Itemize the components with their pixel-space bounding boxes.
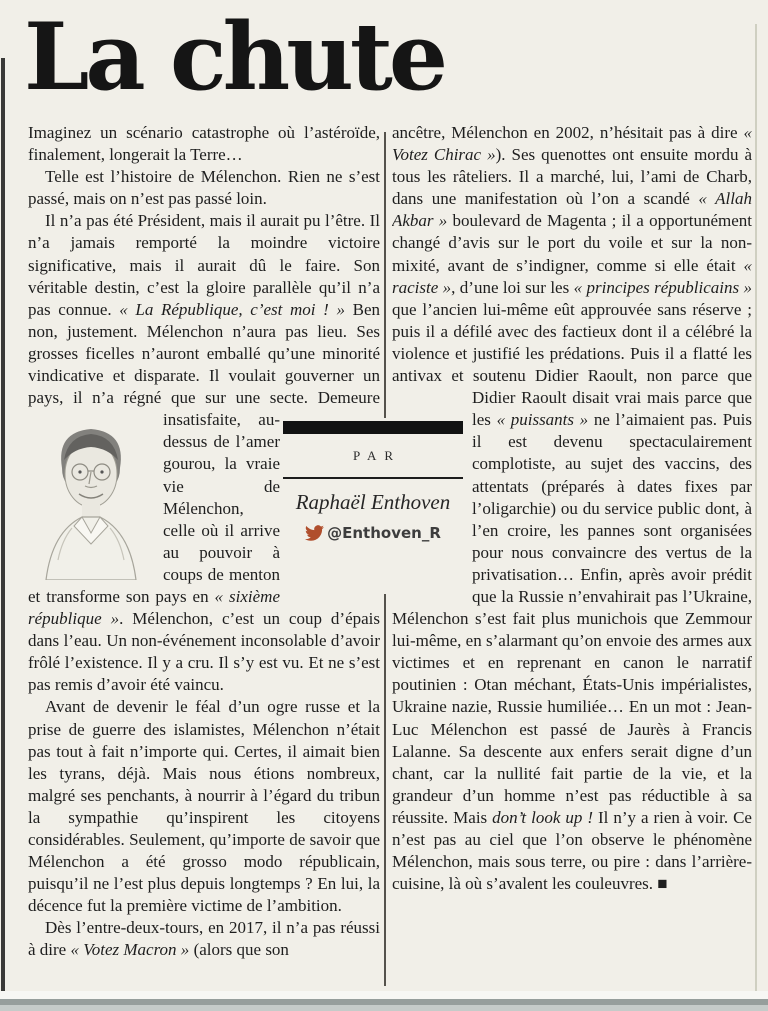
text-segment-italic: « La République, c’est moi ! » [119,299,345,319]
text-segment: boulevard de Magenta ; il a opportunément changé d’avis sur le port du voile et sur la non-mixité, avant de s’indigner, comme si elle était [392,211,752,275]
text-segment-italic: « principes républicains » [573,277,752,297]
text-segment-italic: « Votez Macron » [70,940,190,960]
text-segment: , d’une loi sur les [451,277,574,297]
text-segment-italic: « sixième république » [28,586,280,629]
text-segment: . Mélenchon, c’est un coup d’épais dans l’eau. Un non-événement inconsolable d’avoir frôlé l’existence. Il y a cru. Il s’y est vu. Et ne s’est pas remis d’avoir été vaincu. [28,609,380,695]
text-segment: Ben non, justement. Mélenchon n’aura pas lieu. Ses grosses ficelles n’auront emballé qu’une minorité vindicative et disparate. Il voulait gouverner un pays, il n’a régné que sur une secte. Demeure insatisfaite, au-dessus de l’amer gourou, la vraie vie de Mélenchon, celle où il arrive au pouvoir à coups de menton et transforme son pays en [28,299,380,606]
text-segment: Telle est l’histoire de Mélenchon. Rien ne s’est passé, mais on n’est pas passé loin. [28,167,380,209]
author-name: Raphaël Enthoven [295,490,451,514]
text-segment: (alors que son [189,940,289,960]
byline-decoration-bar [283,421,463,434]
byline-rule [283,477,463,479]
page-bottom-shadow [0,1005,768,1011]
paragraph [28,696,380,917]
article-column-left [28,122,380,994]
text-segment: Avant de devenir le féal d’un ogre russe et la prise de guerre des islamistes, Mélenchon n’était pas tout à fait n’importe qui. Certes, il aimait bien les tyrans, déjà. Mais nous étions nombreux, malgré ses penchants, à nourrir à l’égard du tribun la sympathie qu’inspirent les citoyens considérables. Seulement, qu’importe de savoir que Mélenchon a été grosso modo républicain, puisqu’il ne l’est plus depuis longtemps ? En lui, la décence fut la première victime de l’ambition. [28,697,380,916]
twitter-row[interactable] [283,524,463,542]
byline-kicker: PAR [352,448,402,463]
text-segment-italic: don’t look up ! [492,807,593,827]
column-rule-upper [384,132,386,418]
text-segment-italic: « Allah Akbar » [392,189,752,231]
byline-block [283,421,463,542]
twitter-handle[interactable]: @Enthoven_R [327,524,441,542]
text-segment-italic: « raciste » [392,255,752,297]
text-segment-italic: « puissants » [496,410,589,430]
text-segment: Il n’y a rien à voir. Ce n’est pas au ciel que l’on observe le phénomène Mélenchon, mais sous terre, ou pire : dans l’arrière-cuisine, là où s’avalent les couleuvres. ■ [392,807,752,894]
twitter-bird-icon [305,525,324,541]
paragraph [28,166,380,210]
article-title: La chute [24,2,445,111]
text-segment: Dès l’entre-deux-tours, en 2017, il n’a pas réussi à dire [28,918,380,960]
column-rule-lower [384,594,386,986]
text-segment-italic: « Votez Chirac » [392,123,752,165]
text-segment: que l’ancien lui-même eût approuvée sans réserve ; puis il a défilé avec des factieux dont il a célébré la violence et justifié les prédations. Puis il a flatté les antivax et soutenu Didier Raoult, non parce que Didier Raoult disait vrai mais parce que les [392,299,752,430]
page-edge-right [755,24,757,992]
paragraph [28,917,380,961]
paragraph [28,122,380,166]
text-segment: Il n’a pas été Président, mais il aurait pu l’être. Il n’a jamais remporté la moindre victoire significative, mais il aurait dû le faire. Son véritable destin, c’est la gloire parallèle qu’il n’a pas connue. [28,211,380,319]
page-edge-left [1,58,5,992]
author-portrait-sketch [28,420,154,580]
portrait-drawing [28,420,154,580]
text-segment: ancêtre, Mélenchon en 2002, n’hésitait pas à dire [392,123,744,142]
text-segment: ). Ses quenottes ont ensuite mordu à tous les râteliers. Il a marché, lui, l’ami de Charb, dans une manifestation où l’on a scandé [392,145,752,209]
text-segment: Imaginez un scénario catastrophe où l’astéroïde, finalement, longerait la Terre… [28,123,380,165]
text-segment: ne l’aimaient pas. Puis il est devenu spectaculairement complotiste, au sujet des vaccins, des attentats (préparés à dates fixes par l’oligarchie) ou du service public dont, à l’en croire, les pannes sont organisées pour nous convaincre des vertus de la privatisation… Enfin, après avoir prédit que la Russie n’envahirait pas l’Ukraine, Mélenchon s’est fait plus munichois que Zemmour lui-même, en s’alarmant qu’on envoie des armes aux victimes et en reprenant en canon le narratif poutinien : Otan méchant, États-Unis impérialistes, Ukraine nazie, Russie humiliée… En un mot : Jean-Luc Mélenchon est passé de Jaurès à Francis Lalanne. Sa descente aux enfers serait digne d’un chant, car la nullité fait partie de la vie, et la grandeur d’un homme n’est pas réductible à sa réussite. Mais [392,410,752,827]
article-column-right [392,122,752,994]
